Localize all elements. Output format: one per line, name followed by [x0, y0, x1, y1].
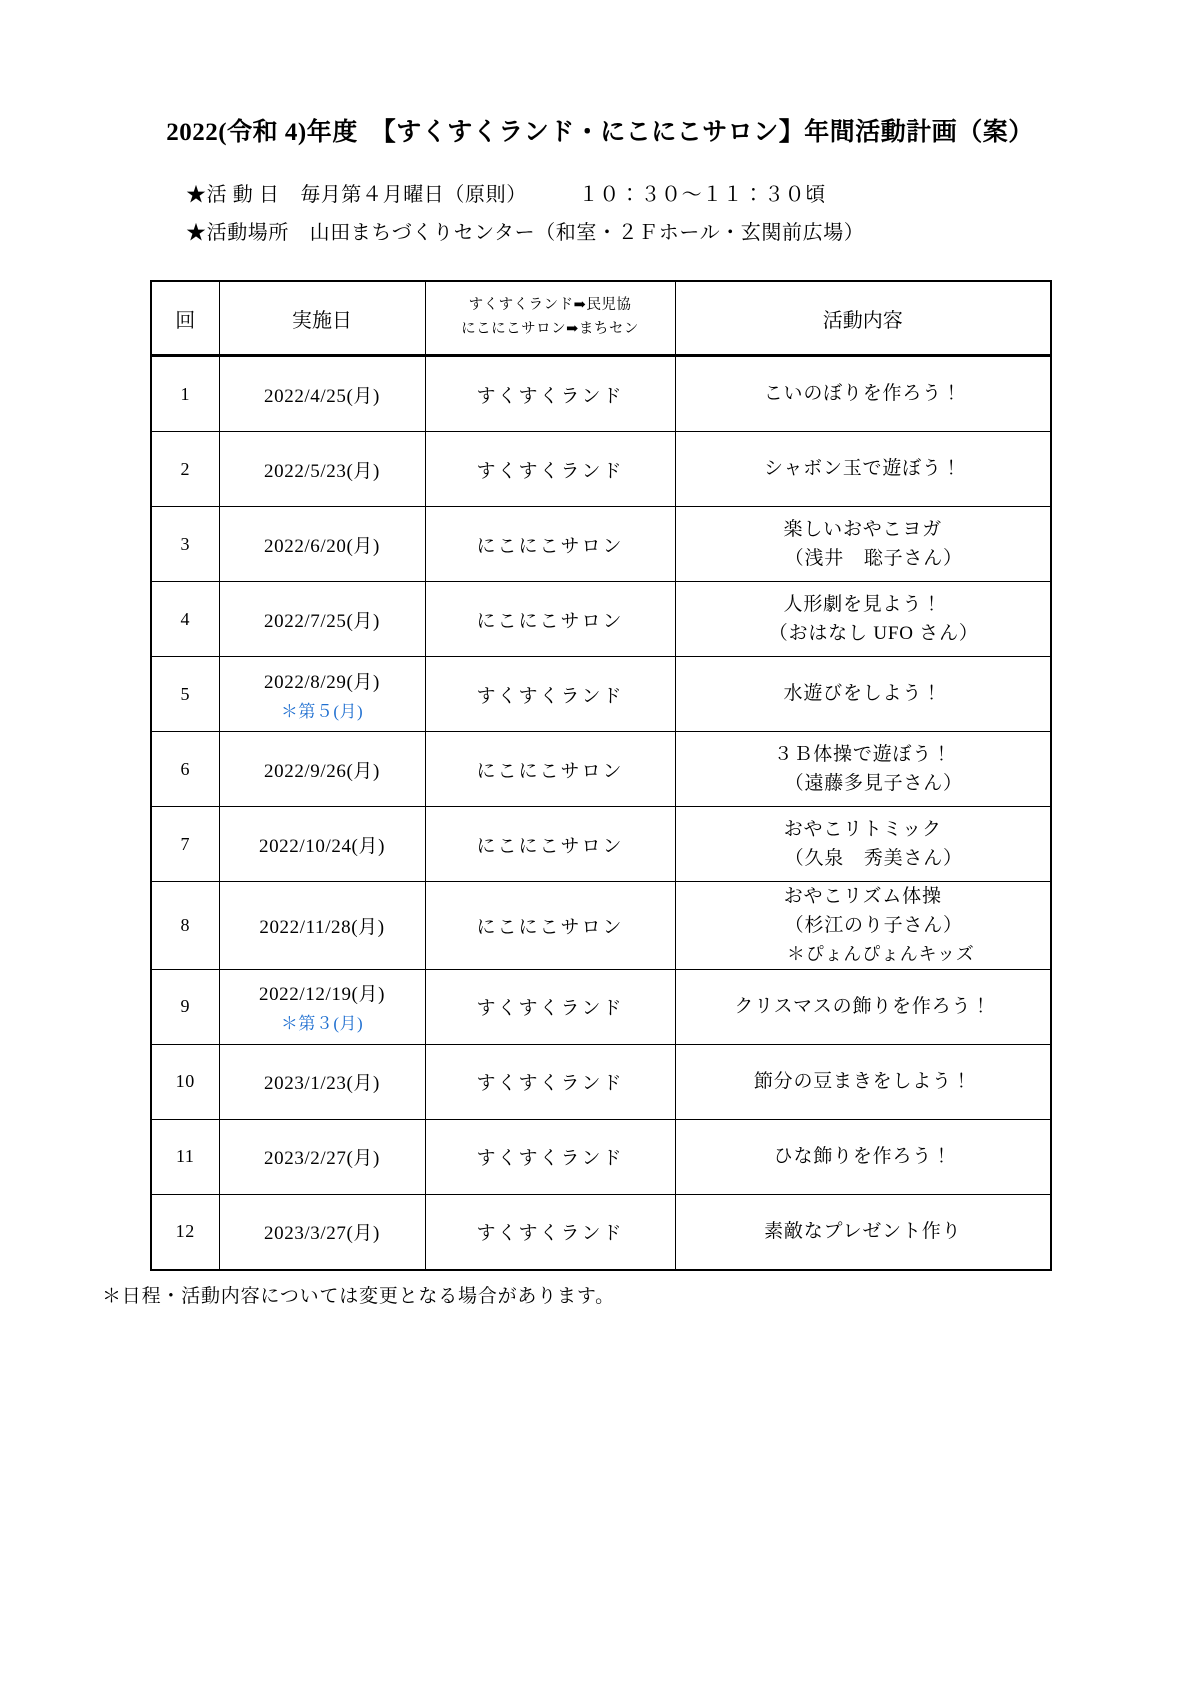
table-row	[151, 432, 1051, 507]
table-row	[151, 1044, 1051, 1119]
row-organizer: にこにこサロン	[425, 882, 675, 970]
row-date-text: 2022/7/25(月)	[264, 610, 380, 632]
row-content-line2: （おはなし UFO さん）	[768, 623, 979, 644]
row-content-line1: おやこリズム体操	[783, 886, 942, 907]
row-content	[675, 507, 1051, 582]
table-row	[151, 969, 1051, 1044]
table-row	[151, 657, 1051, 732]
table-row	[151, 1194, 1051, 1270]
plan-table-wrapper	[150, 280, 1050, 1271]
row-content-line1: シャボン玉で遊ぼう！	[763, 458, 962, 480]
row-organizer: にこにこサロン	[425, 807, 675, 882]
row-date-text: 2022/10/24(月)	[258, 835, 385, 857]
row-content	[675, 657, 1051, 732]
row-date	[219, 732, 425, 807]
row-organizer: にこにこサロン	[425, 507, 675, 582]
column-header-organizer	[425, 281, 675, 356]
row-date-text: 2022/5/23(月)	[264, 460, 380, 482]
row-organizer: すくすくランド	[425, 432, 675, 507]
table-row	[151, 582, 1051, 657]
row-content	[675, 1044, 1051, 1119]
row-date	[219, 1044, 425, 1119]
row-content-line3: ＊ぴょんぴょんキッズ	[786, 943, 975, 964]
row-date	[219, 969, 425, 1044]
row-no: 10	[151, 1044, 219, 1119]
table-row	[151, 882, 1051, 970]
row-date	[219, 882, 425, 970]
row-content	[675, 1119, 1051, 1194]
row-organizer: すくすくランド	[425, 1119, 675, 1194]
table-header-row	[151, 281, 1051, 356]
row-content-line1: ３Ｂ体操で遊ぼう！	[773, 743, 952, 765]
organizer-header-line2: にこにこサロン➡まちセン	[461, 321, 639, 337]
activity-day-line: ★活 動 日 毎月第４月曜日（原則） １０：３０〜１１：３０頃	[186, 184, 826, 206]
row-date	[219, 432, 425, 507]
row-content-line1: 素敵なプレゼント作り	[764, 1221, 962, 1243]
row-date	[219, 1119, 425, 1194]
table-row	[151, 1119, 1051, 1194]
row-content-line2: （杉江のり子さん）	[784, 915, 963, 937]
row-no: 11	[151, 1119, 219, 1194]
row-date-text: 2022/9/26(月)	[264, 760, 380, 782]
row-date	[219, 356, 425, 432]
table-header	[151, 281, 1051, 356]
row-content-line1: ひな飾りを作ろう！	[773, 1146, 952, 1168]
row-no: 8	[151, 882, 219, 970]
row-content-line1: 人形劇を見よう！	[783, 593, 942, 615]
row-date-note: ＊第５(月)	[280, 701, 364, 721]
row-content	[675, 732, 1051, 807]
row-no: 3	[151, 507, 219, 582]
row-date-text: 2022/6/20(月)	[264, 535, 380, 557]
row-date	[219, 582, 425, 657]
row-content-line1: こいのぼりを作ろう！	[763, 383, 962, 405]
row-no: 9	[151, 969, 219, 1044]
row-organizer: すくすくランド	[425, 356, 675, 432]
row-no: 4	[151, 582, 219, 657]
row-date-note: ＊第３(月)	[280, 1014, 364, 1034]
row-date-text: 2022/12/19(月)	[258, 984, 385, 1006]
row-content	[675, 356, 1051, 432]
row-date-text: 2023/3/27(月)	[264, 1223, 380, 1245]
row-no: 12	[151, 1194, 219, 1270]
row-content-line1: クリスマスの飾りを作ろう！	[734, 996, 992, 1018]
row-content	[675, 1194, 1051, 1270]
row-date	[219, 657, 425, 732]
row-date-text: 2022/11/28(月)	[259, 916, 385, 938]
row-content-line2: （浅井 聡子さん）	[784, 548, 963, 569]
row-content	[675, 432, 1051, 507]
row-no: 7	[151, 807, 219, 882]
row-content-line1: 水遊びをしよう！	[783, 683, 942, 705]
organizer-header-line1: すくすくランド➡民児協	[468, 297, 632, 314]
page-title: 2022(令和 4)年度 【すくすくランド・にこにこサロン】年間活動計画（案）	[166, 119, 1034, 146]
row-content-line1: 節分の豆まきをしよう！	[753, 1071, 972, 1093]
row-organizer: すくすくランド	[425, 1194, 675, 1270]
row-content-line1: 楽しいおやこヨガ	[783, 518, 942, 540]
row-date-text: 2022/8/29(月)	[264, 671, 380, 693]
row-content	[675, 969, 1051, 1044]
table-row	[151, 356, 1051, 432]
row-date-text: 2022/4/25(月)	[264, 385, 380, 407]
row-no: 5	[151, 657, 219, 732]
row-organizer: すくすくランド	[425, 969, 675, 1044]
row-content-line2: （遠藤多見子さん）	[784, 773, 963, 794]
row-no: 1	[151, 356, 219, 432]
row-date	[219, 507, 425, 582]
table-row	[151, 732, 1051, 807]
row-no: 6	[151, 732, 219, 807]
column-header-content: 活動内容	[675, 281, 1051, 356]
table-row	[151, 807, 1051, 882]
row-date-text: 2023/2/27(月)	[264, 1148, 380, 1170]
activity-place-line: ★活動場所 山田まちづくりセンター（和室・２Ｆホール・玄関前広場）	[186, 222, 865, 244]
row-organizer: すくすくランド	[425, 657, 675, 732]
row-no: 2	[151, 432, 219, 507]
row-organizer: にこにこサロン	[425, 732, 675, 807]
row-content-line1: おやこリトミック	[783, 818, 942, 840]
column-header-date: 実施日	[219, 281, 425, 356]
table-row	[151, 507, 1051, 582]
footnote: ＊日程・活動内容については変更となる場合があります。	[102, 1285, 615, 1307]
row-date	[219, 1194, 425, 1270]
annual-plan-table	[150, 280, 1052, 1271]
row-date	[219, 807, 425, 882]
row-organizer: にこにこサロン	[425, 582, 675, 657]
column-header-no: 回	[151, 281, 219, 356]
table-body	[151, 356, 1051, 1270]
row-content	[675, 582, 1051, 657]
row-organizer: すくすくランド	[425, 1044, 675, 1119]
row-content	[675, 807, 1051, 882]
row-date-text: 2023/1/23(月)	[264, 1073, 380, 1095]
header-info	[0, 176, 1200, 252]
row-content	[675, 882, 1051, 970]
row-content-line2: （久泉 秀美さん）	[784, 848, 963, 869]
